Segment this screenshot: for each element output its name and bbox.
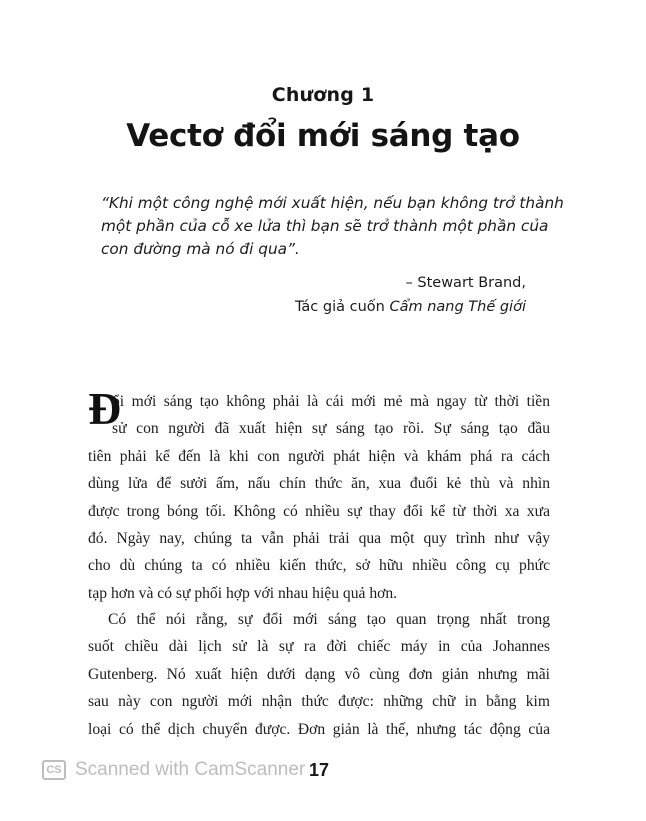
paragraph-line: sử con người đã xuất hiện sự sáng tạo rồi. Sự sáng tạo đầu bbox=[112, 420, 550, 438]
chapter-title: Vectơ đổi mới sáng tạo bbox=[126, 118, 520, 154]
paragraph-line: tiên phải kể đến là khi con người phát hiện và khám phá ra cách bbox=[88, 447, 550, 465]
paragraph-line: loại có thể dịch chuyển được. Đơn giản là thế, nhưng tác động của bbox=[88, 720, 550, 738]
paragraph-line: Gutenberg. Nó xuất hiện dưới dạng vô cùng đơn giản nhưng mãi bbox=[88, 665, 550, 683]
epigraph-quote bbox=[101, 192, 564, 261]
epigraph-line: “Khi một công nghệ mới xuất hiện, nếu bạn không trở thành bbox=[101, 194, 564, 212]
watermark-text: Scanned with CamScanner bbox=[75, 759, 306, 780]
paragraph-line: suốt chiều dài lịch sử là sự ra đời chiếc máy in của Johannes bbox=[88, 638, 550, 656]
paragraph-line: được trong bóng tối. Không có nhiều sự thay đổi kể từ thời xa xưa bbox=[88, 502, 550, 520]
attribution-source-prefix: Tác giả cuốn bbox=[294, 299, 390, 315]
paragraph-line: Có thể nói rằng, sự đổi mới sáng tạo quan trọng nhất trong bbox=[108, 611, 550, 628]
paragraph-line: tạp hơn và có sự phối hợp với nhau hiệu quả hơn. bbox=[88, 584, 398, 602]
attribution-source bbox=[295, 295, 526, 319]
attribution-author: – Stewart Brand, bbox=[405, 275, 526, 291]
paragraph-line: đó. Ngày nay, chúng ta vẫn phải trải qua một quy trình như vậy bbox=[88, 530, 550, 548]
paragraph-line: sau này con người mới nhận thức được: những chữ in bằng kim bbox=[88, 693, 550, 711]
epigraph-line: một phần của cỗ xe lửa thì bạn sẽ trở thành một phần của bbox=[101, 217, 549, 235]
attribution-book-title: Cẩm nang Thế giới bbox=[389, 299, 526, 315]
camscanner-watermark bbox=[42, 758, 305, 782]
epigraph-attribution bbox=[295, 271, 526, 319]
body-paragraph-1 bbox=[88, 383, 550, 607]
chapter-label: Chương 1 bbox=[271, 84, 375, 106]
paragraph-line: dùng lửa để sưởi ấm, nấu chín thức ăn, xua đuổi kẻ thù và nhìn bbox=[88, 475, 550, 493]
drop-cap: Đ bbox=[88, 383, 122, 434]
body-paragraph-2 bbox=[88, 606, 550, 743]
paragraph-line: ổi mới sáng tạo không phải là cái mới mẻ mà ngay từ thời tiền bbox=[112, 393, 550, 410]
camscanner-logo-icon: CS bbox=[42, 760, 66, 780]
page-number: 17 bbox=[309, 760, 330, 780]
epigraph-line: con đường mà nó đi qua”. bbox=[101, 240, 300, 258]
paragraph-line: cho dù chúng ta có nhiều kiến thức, sở hữu nhiều công cụ phức bbox=[88, 557, 550, 575]
